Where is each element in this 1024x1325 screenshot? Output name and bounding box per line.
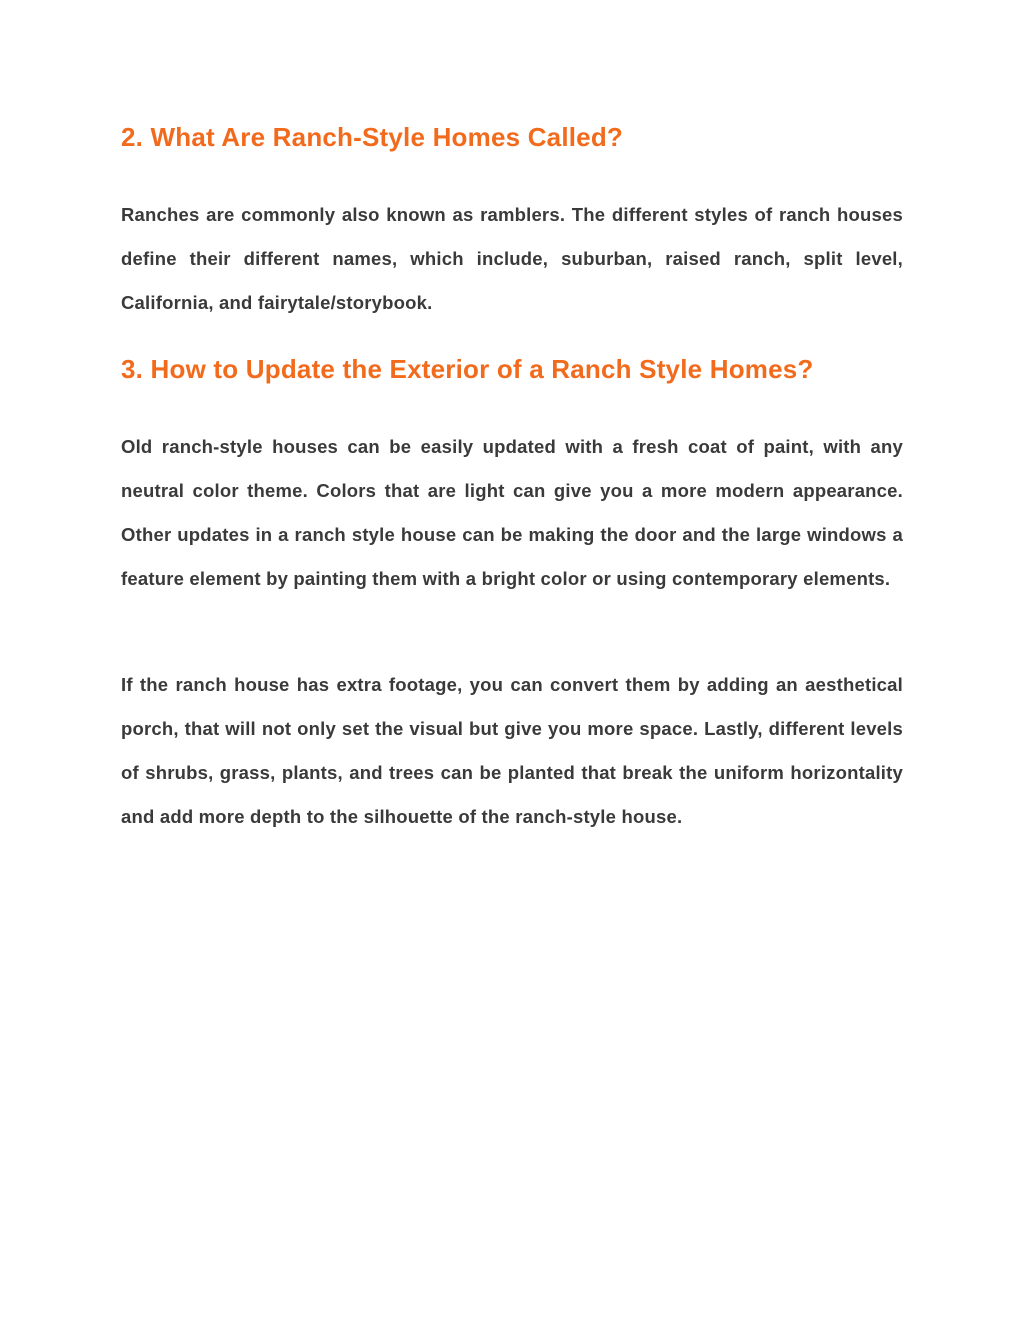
section-3-heading: 3. How to Update the Exterior of a Ranch Style Homes? — [121, 354, 814, 384]
section-2-heading: 2. What Are Ranch-Style Homes Called? — [121, 122, 623, 152]
section-3-paragraph-2: If the ranch house has extra footage, you can convert them by adding an aesthetical porch, that will not only set the visual but give you more space. Lastly, different levels of shrubs, grass, plants, and trees can be planted that break the uniform horizontality and add more depth to the silhouette of the ranch-style house. — [121, 674, 903, 827]
section-3-paragraph-1: Old ranch-style houses can be easily updated with a fresh coat of paint, with any neutral color theme. Colors that are light can give you a more modern appearance. Other updates in a ranch style house can be making the door and the large windows a feature element by painting them with a bright color or using contemporary elements. — [121, 436, 903, 589]
section-2-paragraph: Ranches are commonly also known as ramblers. The different styles of ranch houses define their different names, which include, suburban, raised ranch, split level, California, and fairytale/storybook. — [121, 204, 903, 313]
